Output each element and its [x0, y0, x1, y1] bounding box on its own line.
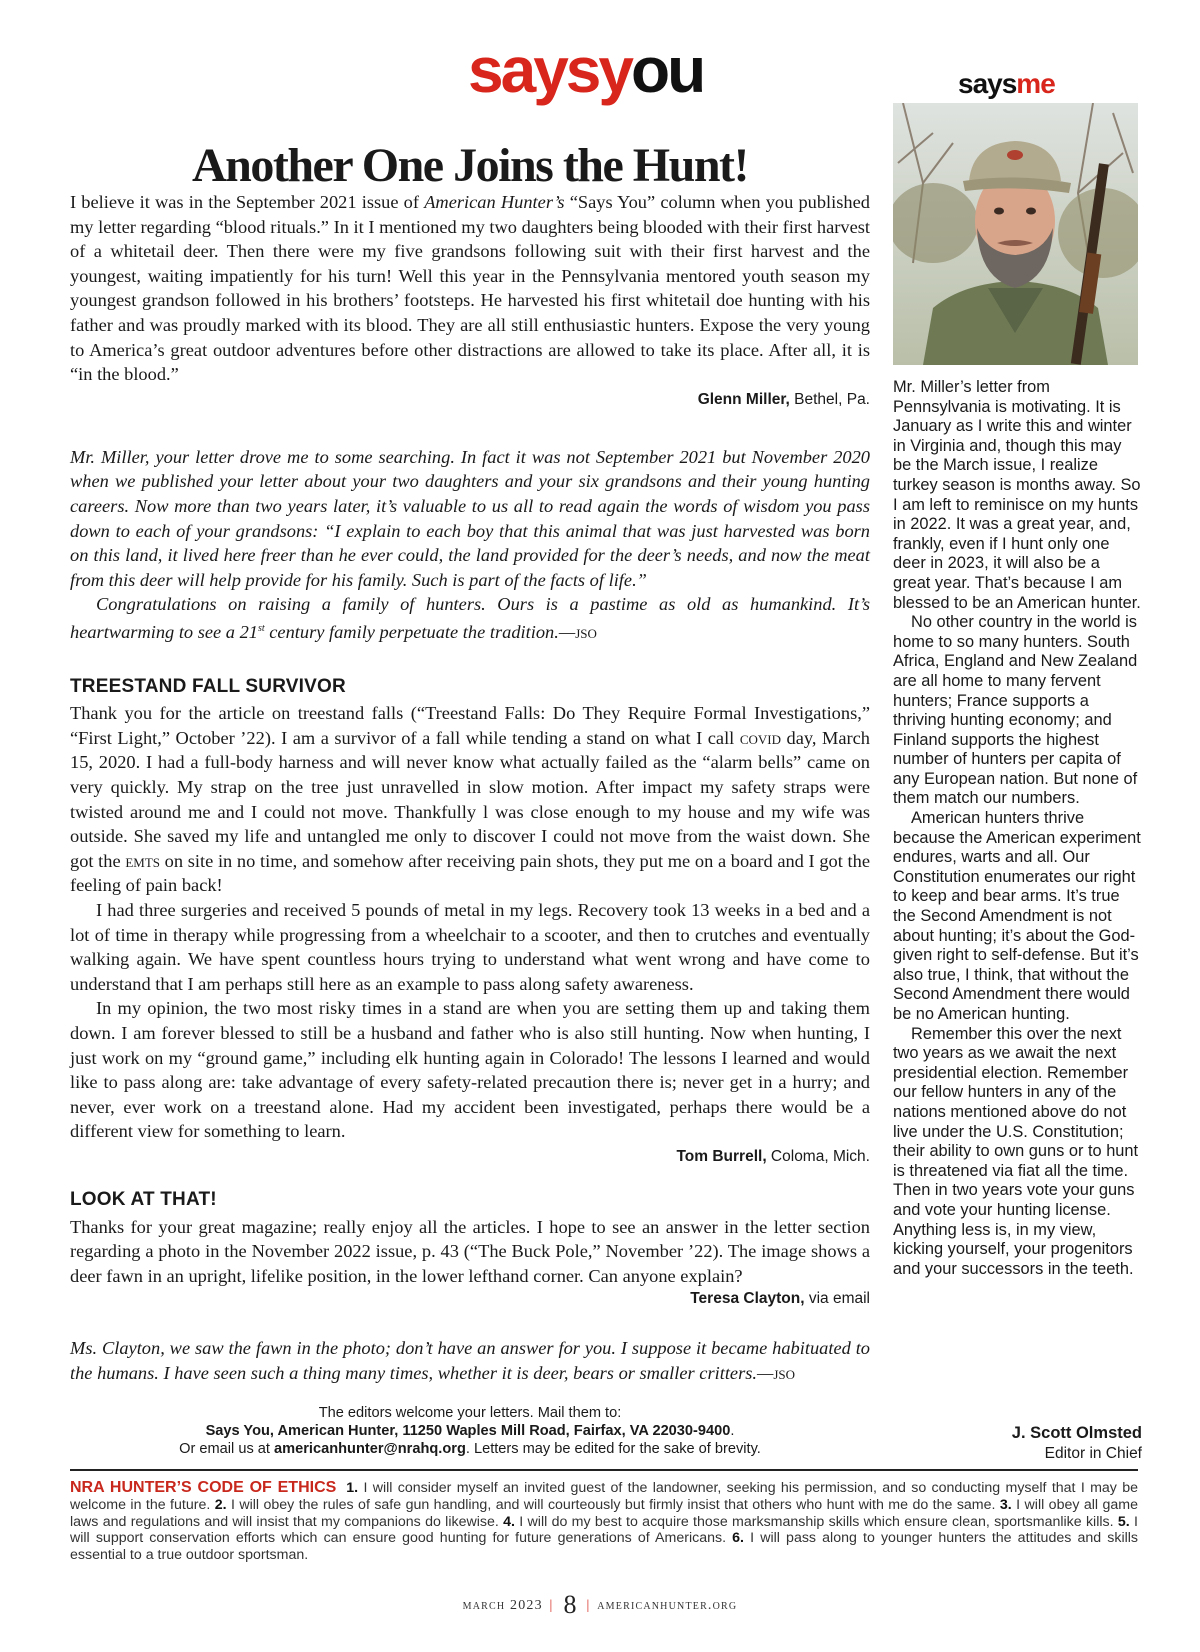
letter-1-body-prefix: I believe it was in the September 2021 issue of	[70, 192, 425, 212]
editor-initials: jso	[575, 622, 597, 643]
letter-2-author: Tom Burrell,	[676, 1147, 767, 1165]
letter-2-p1-c: on site in no time, and somehow after receiving pain shots, they put me on a board and I got the feeling of pain back!	[70, 850, 870, 896]
mail-note-brevity: . Letters may be edited for the sake of brevity.	[465, 1441, 761, 1457]
ethics-item-number: 2.	[214, 1496, 227, 1513]
letter-3-author: Teresa Clayton,	[690, 1290, 805, 1308]
ethics-item-text: I will do my best to acquire those marksmanship skills which ensure clean, sportsmanlike kills.	[514, 1513, 1118, 1530]
letter-2-p1-a: Thank you for the article on treestand falls (“Treestand Falls: Do They Require Formal Investigations,” “First Light,” October ’22). I am a survivor of a fall while tending a stand on what I call	[70, 703, 870, 748]
letter-2-signature	[70, 1146, 870, 1168]
ethics-item-text: I will support conservation efforts which can ensure good hunting for future generations of Americans.	[70, 1513, 1138, 1547]
footer-separator: |	[549, 1598, 554, 1613]
section-divider	[70, 1469, 1138, 1471]
logo-part-y: y	[598, 34, 631, 106]
ethics-item-number: 1.	[346, 1480, 359, 1496]
letter-1-body	[70, 190, 870, 387]
ethics-item-number: 6.	[732, 1530, 744, 1547]
publication-name: American Hunter’s	[424, 192, 565, 212]
editor-reply-1b-end: century family perpetuate the tradition.—	[264, 622, 576, 643]
issue-date: march 2023	[462, 1598, 543, 1613]
letter-2-p1-b: day, March 15, 2020. I had a full-body harness and will never know what actually failed as the “alarm bells” came on very quickly. My strap on the tree just unravelled in slow motion. After impact my safety straps were twisted around me and I could not move. Thankfully l was close enough to my house and my wife was outside. She saved my life and untangled me only to discover I could not move from the waist down. She got the	[70, 727, 870, 871]
editor-reply-1b-text: Congratulations on raising a family of hunters. Ours is a pastime as old as humankind. It’s heartwarming to see a 21	[70, 594, 870, 643]
letter-1-author: Glenn Miller,	[697, 390, 790, 408]
ethics-item-text: I will pass along to younger hunters the attitudes and skills essential to a true outdoor sportsman.	[70, 1530, 1138, 1564]
sidebar-paragraph-4: Remember this over the next two years as we await the next presidential election. Remember our fellow hunters in any of the nations mentioned above do not live under the U.S. Constitution; their ability to own guns or to hunt is threatened via fiat all the time. Then in two years vote your guns and vote your hunting license. Anything less is, in my view, kicking yourself, your progenitors and your successors in the teeth.	[893, 1024, 1139, 1278]
logo-me-part-me: me	[1016, 68, 1055, 99]
main-column	[70, 190, 870, 1385]
ordinal-suffix: st	[257, 622, 265, 634]
editor-initials-3: jso	[773, 1362, 796, 1383]
logo-part-ou: ou	[630, 34, 704, 106]
editor-name: J. Scott Olmsted	[1011, 1424, 1142, 1442]
letter-3-body: Thanks for your great magazine; really enjoy all the articles. I hope to see an answer in the letter section regarding a photo in the November 2022 issue, p. 43 (“The Buck Pole,” November ’22). The image shows a deer fawn in an upright, lifelike position, in the lower lefthand corner. Can anyone explain?	[70, 1216, 870, 1286]
sidebar-paragraph-2: No other country in the world is home to so many hunters. South Africa, England and New Zealand are all home to many fervent hunters; France supports a thriving hunting economy; and Finland supports the highest number of hunters per capita of any European nation. But none of them match our numbers.	[893, 613, 1138, 808]
editor-reply-3	[70, 1336, 870, 1385]
sidebar-paragraph-3: American hunters thrive because the American experiment endures, warts and all. Our Constitution enumerates our right to keep and bear arms. It’s true the Second Amendment is not about hunting; it’s about the God-given right to self-defense. But it’s also true, I think, that without the Second Amendment there would be no American hunting.	[893, 809, 1141, 1023]
mail-note-line-2	[70, 1422, 870, 1440]
website[interactable]: americanhunter.org	[597, 1598, 738, 1613]
letter-2-paragraph-3: In my opinion, the two most risky times in a stand are when you are setting them up and taking them down. I am forever blessed to still be a husband and father who is also still hunting. Now when hunting, I just work on my “ground game,” including elk hunting again in Colorado! The lessons I learned and would like to pass along are: take advantage of every safety-related precaution there is; never get in a hurry; and never, ever work on a treestand alone. Had my accident been investigated, perhaps there would be a different view for something to learn.	[70, 998, 870, 1142]
editor-photo	[893, 103, 1138, 365]
mail-note-line-1: The editors welcome your letters. Mail them to:	[318, 1405, 622, 1421]
letter-3-signature	[70, 1288, 870, 1310]
letter-2-paragraph-1	[70, 701, 870, 898]
editor-reply-3-text: Ms. Clayton, we saw the fawn in the photo; don’t have an answer for you. I suppose it became habituated to the humans. I have seen such a thing many times, whether it is deer, bears or smaller critters.—	[70, 1338, 870, 1383]
emts-word: emts	[125, 850, 160, 871]
covid-word: covid	[739, 727, 781, 748]
letter-2-location: Coloma, Mich.	[766, 1147, 870, 1165]
ethics-heading: NRA HUNTER’S CODE OF ETHICS	[70, 1479, 337, 1496]
letter-3-location: via email	[804, 1290, 870, 1308]
letter-2-paragraph-2: I had three surgeries and received 5 pounds of metal in my legs. Recovery took 13 weeks in a bed and a lot of time in therapy while progressing from a wheelchair to a scooter, and then to crutches and eventually walking again. We have spent countless hours trying to understand what went wrong and have come to understand that I am perhaps still here as an example to pass along safety awareness.	[70, 899, 870, 994]
ethics-item-text: I will obey the rules of safe gun handling, and will courteously but firmly insist that others who hunt with me do the same.	[226, 1496, 1000, 1513]
letter-2-heading: TREESTAND FALL SURVIVOR	[70, 675, 346, 697]
logo-me-part-says: says	[958, 68, 1017, 99]
footer-separator: |	[586, 1598, 591, 1613]
says-you-logo	[468, 34, 704, 106]
mailing-address: Says You, American Hunter, 11250 Waples Mill Road, Fairfax, VA 22030-9400	[205, 1423, 731, 1439]
editor-signature	[1012, 1423, 1142, 1464]
editor-reply-1b	[70, 592, 870, 644]
email-link[interactable]: americanhunter@nrahq.org	[274, 1441, 466, 1457]
editor-reply-1: Mr. Miller, your letter drove me to some searching. In fact it was not September 2021 but November 2020 when we published your letter about your two daughters and your six grandsons and their young hunting careers. Now more than two years later, it’s valuable to us all to read again the words of wisdom you pass down to each of your grandsons: “I explain to each boy that this animal that was just harvested was born on this land, it lived here freer than he ever could, the land provided for the deer’s needs, and now the meat from this deer will help provide for his family. Such is part of the facts of life.”	[70, 446, 870, 590]
code-of-ethics	[70, 1480, 1138, 1564]
says-me-logo	[958, 70, 1055, 98]
editor-title: Editor in Chief	[1044, 1445, 1142, 1462]
ethics-item-number: 5.	[1117, 1513, 1130, 1530]
mail-note	[70, 1404, 870, 1458]
mail-note-period: .	[730, 1423, 735, 1439]
ethics-item-text: I will consider myself an invited guest of the landowner, seeking his permission, and so conducting myself that I may be welcome in the future.	[70, 1480, 1138, 1513]
page-footer	[0, 1590, 1200, 1620]
ethics-item-number: 3.	[999, 1496, 1012, 1513]
article-title: Another One Joins the Hunt!	[191, 139, 748, 192]
letter-1-location: Bethel, Pa.	[789, 390, 870, 408]
sidebar-paragraph-1: Mr. Miller’s letter from Pennsylvania is motivating. It is January as I write this and winter in Virginia and, though this may be the March issue, I realize turkey season is months away. So I am left to reminisce on my hunts in 2022. It was a great year, and, frankly, even if I hunt only one deer in 2023, it will also be a great year. That’s because I am blessed to be an American hunter.	[893, 378, 1141, 612]
letter-1-signature	[70, 389, 870, 411]
mail-note-email-prefix: Or email us at	[179, 1441, 275, 1457]
ethics-item-text: I will obey all game laws and regulations and will insist that my companions do likewise.	[70, 1496, 1139, 1530]
page-number: 8	[563, 1590, 577, 1619]
logo-part-says: says	[468, 34, 599, 106]
editor-column	[893, 378, 1141, 1279]
letter-1-body-rest: “Says You” column when you published my letter regarding “blood rituals.” In it I mentioned my two daughters being blooded with their first harvest of a whitetail deer. Then there were my five grandsons following suit with their first harvest and the youngest, waiting impatiently for his turn! Well this year in the Pennsylvania mentored youth season my youngest grandson followed in his brothers’ footsteps. He harvested his first whitetail doe hunting with his father and was proudly marked with its blood. They are all still enthusiastic hunters. Expose the very young to America’s great outdoor adventures before other distractions are allowed to take its place. After all, it is “in the blood.”	[70, 192, 870, 385]
mail-note-line-3	[70, 1440, 870, 1458]
letter-3-heading: LOOK AT THAT!	[70, 1188, 217, 1210]
ethics-item-number: 4.	[503, 1513, 515, 1530]
